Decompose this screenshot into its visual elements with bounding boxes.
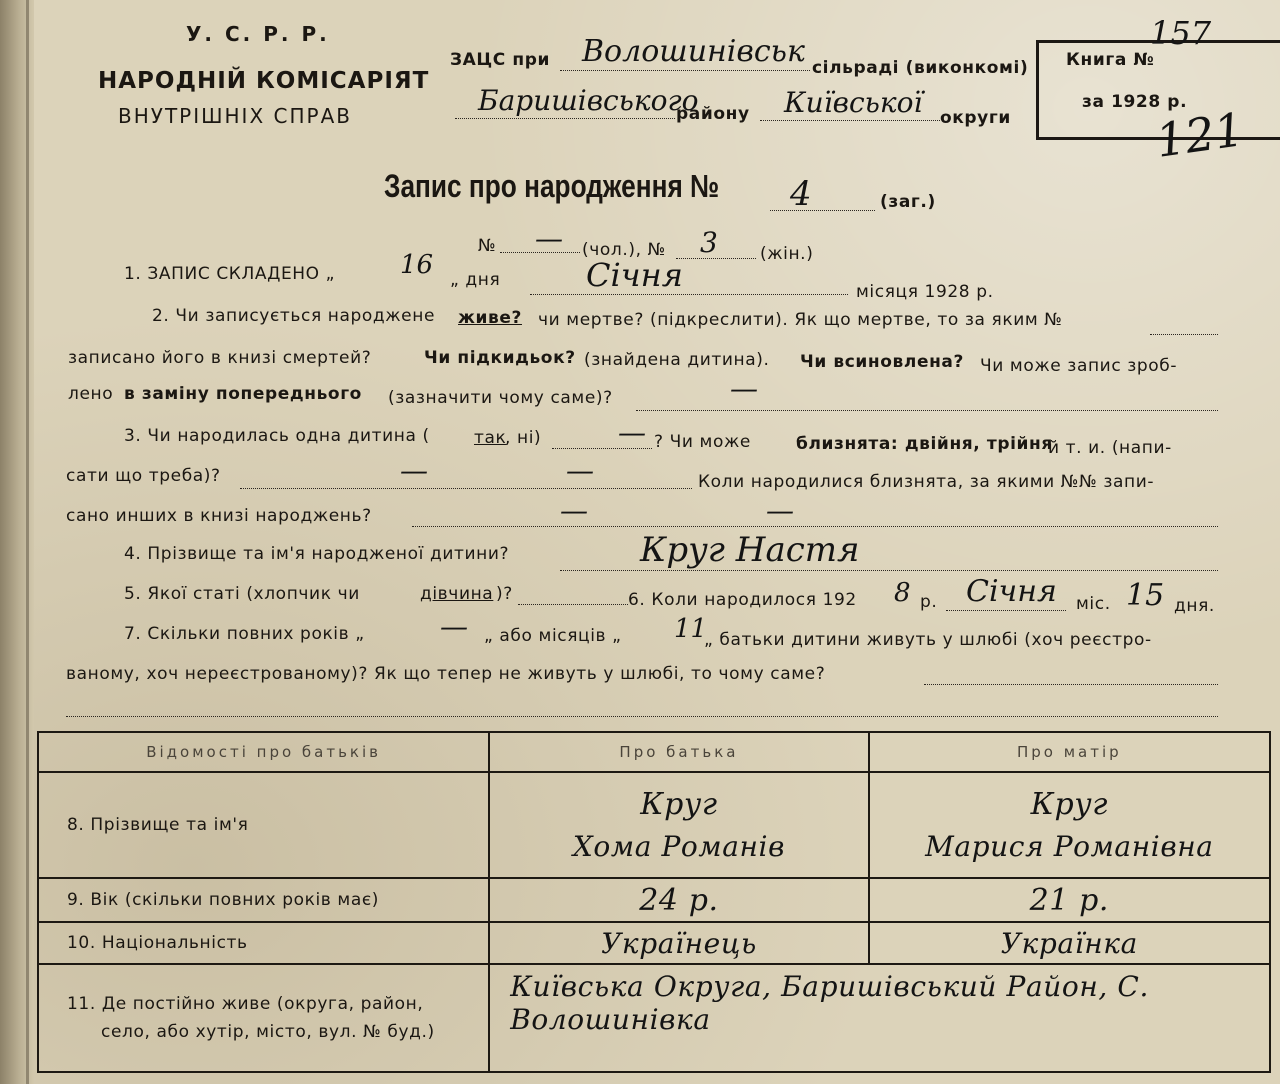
book-year-label: за 1928 р. bbox=[1082, 92, 1188, 112]
item2-death-line bbox=[1150, 334, 1218, 335]
item6-r: р. bbox=[920, 592, 938, 612]
father-nationality-handwritten: Українець bbox=[601, 926, 757, 960]
item6-mis: міс. bbox=[1076, 594, 1111, 614]
row10-label: 10. Національність bbox=[38, 922, 489, 964]
female-label: (жін.) bbox=[760, 244, 814, 264]
father-name-cell bbox=[489, 772, 868, 878]
item2-text-g: (зазначити чому саме)? bbox=[388, 388, 613, 408]
item7-text-b: „ або місяців „ bbox=[484, 626, 622, 646]
book-label: Книга № bbox=[1066, 50, 1155, 70]
table-row-name bbox=[38, 772, 1270, 878]
item2-text-d: (знайдена дитина). bbox=[584, 350, 770, 370]
page-fold bbox=[26, 0, 29, 1084]
residence-cell bbox=[489, 964, 1270, 1072]
item3-text-a: 3. Чи народилась одна дитина ( bbox=[124, 426, 430, 446]
state-header: У. С. Р. Р. bbox=[186, 22, 330, 46]
item2-replacement: в заміну попереднього bbox=[124, 384, 362, 404]
okrug-handwritten: Київської bbox=[784, 86, 923, 119]
record-number-line bbox=[770, 210, 875, 211]
item1-day-handwritten: 16 bbox=[400, 250, 434, 280]
stamp-number-handwritten: 121 bbox=[1152, 102, 1248, 168]
header-parents-info: Відомості про батьків bbox=[38, 732, 489, 772]
item3-line-1 bbox=[552, 448, 652, 449]
item5-line bbox=[518, 604, 628, 605]
item2-handwritten: — bbox=[730, 372, 758, 405]
village-handwritten: Волошинівськ bbox=[582, 34, 805, 69]
record-suffix: (заг.) bbox=[880, 192, 936, 212]
item4-line bbox=[560, 570, 1218, 571]
parents-table bbox=[37, 731, 1271, 1073]
item2-text-f: лено bbox=[68, 384, 114, 404]
father-age-handwritten: 24 р. bbox=[639, 882, 719, 918]
item7-line-2 bbox=[66, 716, 1218, 717]
item6-label: 6. Коли народилося 192 bbox=[628, 590, 857, 610]
mother-age-handwritten: 21 р. bbox=[1029, 882, 1110, 918]
item2-adopted: Чи всиновлена? bbox=[800, 352, 964, 372]
item2-text-a: 2. Чи записується народжене bbox=[152, 306, 436, 326]
item3-text-b: , ні) bbox=[505, 428, 542, 448]
item3-text-e: сати що треба)? bbox=[66, 466, 221, 486]
record-number-handwritten: 4 bbox=[790, 174, 812, 214]
male-label: (чол.), № bbox=[582, 240, 666, 260]
okrug-line bbox=[760, 120, 940, 121]
row11-label-line2: село, або хутір, місто, вул. № буд.) bbox=[101, 1022, 435, 1042]
item6-dnya: дня. bbox=[1174, 596, 1215, 616]
row11-label-cell bbox=[38, 964, 489, 1072]
item2-text-c: записано його в книзі смертей? bbox=[68, 348, 372, 368]
mother-age-cell bbox=[869, 878, 1270, 922]
commissariat-line1: НАРОДНІЙ КОМІСАРІЯТ bbox=[98, 68, 430, 94]
item7-text-a: 7. Скільки повних років „ bbox=[124, 624, 365, 644]
item3-twins: близнята: двійня, трійня bbox=[796, 434, 1053, 454]
table-row-residence bbox=[38, 964, 1270, 1072]
item7-text-c: „ батьки дитини живуть у шлюбі (хоч реєстро- bbox=[704, 630, 1152, 650]
item3-tak: так bbox=[474, 428, 507, 448]
record-title: Запис про народження № bbox=[384, 168, 720, 204]
item2-text-b: чи мертве? (підкреслити). Як що мертве, то за яким № bbox=[538, 310, 1063, 330]
item3-line-2 bbox=[240, 488, 692, 489]
father-nationality-cell bbox=[489, 922, 868, 964]
commissariat-line2: ВНУТРІШНІХ СПРАВ bbox=[118, 104, 352, 128]
mother-name-cell bbox=[869, 772, 1270, 878]
zags-prefix: ЗАЦС при bbox=[450, 50, 551, 70]
item3-handwritten-2: — bbox=[400, 454, 428, 487]
row11-label-line1: 11. Де постійно живе (округа, район, bbox=[67, 994, 424, 1014]
residence-handwritten: Київська Округа, Баришівський Район, С. Волошинівка bbox=[510, 970, 1149, 1036]
item3-handwritten-3: — bbox=[566, 454, 594, 487]
item1-year: місяця 1928 р. bbox=[856, 282, 994, 302]
council-label: сільраді (виконкомі) bbox=[812, 58, 1029, 78]
item3-text-g: сано инших в книзі народжень? bbox=[66, 506, 372, 526]
item1-day-label: „ дня bbox=[450, 270, 501, 290]
birth-day-handwritten: 15 bbox=[1126, 578, 1165, 613]
item2-alive: живе? bbox=[458, 308, 522, 328]
table-row-nationality bbox=[38, 922, 1270, 964]
okrug-label: округи bbox=[940, 108, 1011, 128]
mother-surname-handwritten: Круг bbox=[1030, 787, 1109, 822]
item3-handwritten-1: — bbox=[618, 416, 646, 449]
item3-text-f: Коли народилися близнята, за якими №№ запи- bbox=[698, 472, 1155, 492]
district-handwritten: Баришівського bbox=[478, 84, 699, 117]
book-number-handwritten: 157 bbox=[1150, 14, 1212, 52]
father-age-cell bbox=[489, 878, 868, 922]
female-number-line bbox=[676, 258, 756, 259]
father-surname-handwritten: Круг bbox=[640, 787, 718, 822]
table-header-row bbox=[38, 732, 1270, 772]
item3-line-3 bbox=[412, 526, 1218, 527]
mother-nationality-cell bbox=[869, 922, 1270, 964]
mother-name-handwritten: Марися Романівна bbox=[925, 830, 1214, 863]
item3-text-c: ? Чи може bbox=[654, 432, 751, 452]
item4-label: 4. Прізвище та ім'я народженої дитини? bbox=[124, 544, 510, 564]
table-row-age bbox=[38, 878, 1270, 922]
birth-year-handwritten: 8 bbox=[894, 578, 911, 608]
item2-foundling: Чи підкидьок? bbox=[424, 348, 576, 368]
header-father: Про батька bbox=[489, 732, 868, 772]
item1-month-handwritten: Січня bbox=[586, 256, 683, 294]
row8-label: 8. Прізвище та ім'я bbox=[38, 772, 489, 878]
item2-line bbox=[636, 410, 1218, 411]
item3-handwritten-5: — bbox=[766, 494, 794, 527]
district-label: району bbox=[676, 104, 750, 124]
male-number-line bbox=[500, 252, 580, 253]
item7-text-d: ваному, хоч нереєстрованому)? Як що тепер не живуть у шлюбі, то чому саме? bbox=[66, 664, 826, 684]
male-number-handwritten: — bbox=[535, 222, 563, 255]
item3-text-d: й т. и. (напи- bbox=[1048, 438, 1172, 458]
mother-nationality-handwritten: Українка bbox=[1000, 926, 1138, 960]
item5-end: )? bbox=[496, 584, 513, 604]
row9-label: 9. Вік (скільки повних років має) bbox=[38, 878, 489, 922]
item5-girl: дівчина bbox=[420, 584, 494, 604]
village-line bbox=[560, 70, 810, 71]
child-name-handwritten: Круг Настя bbox=[640, 530, 860, 570]
item5-label: 5. Якої статі (хлопчик чи bbox=[124, 584, 360, 604]
item1-label: 1. ЗАПИС СКЛАДЕНО „ bbox=[124, 264, 336, 284]
father-name-handwritten: Хома Романів bbox=[572, 830, 785, 863]
birth-month-handwritten: Січня bbox=[966, 574, 1057, 609]
item7-line-1 bbox=[924, 684, 1218, 685]
item3-handwritten-4: — bbox=[560, 494, 588, 527]
item6-month-line bbox=[946, 610, 1066, 611]
header-mother: Про матір bbox=[869, 732, 1270, 772]
item2-text-e: Чи може запис зроб- bbox=[980, 356, 1178, 376]
marriage-months-handwritten: 11 bbox=[674, 614, 708, 644]
district-line bbox=[455, 118, 675, 119]
item1-month-line bbox=[530, 294, 848, 295]
no-label: № bbox=[478, 236, 497, 256]
female-number-handwritten: 3 bbox=[700, 226, 718, 259]
marriage-years-handwritten: — bbox=[440, 610, 468, 643]
